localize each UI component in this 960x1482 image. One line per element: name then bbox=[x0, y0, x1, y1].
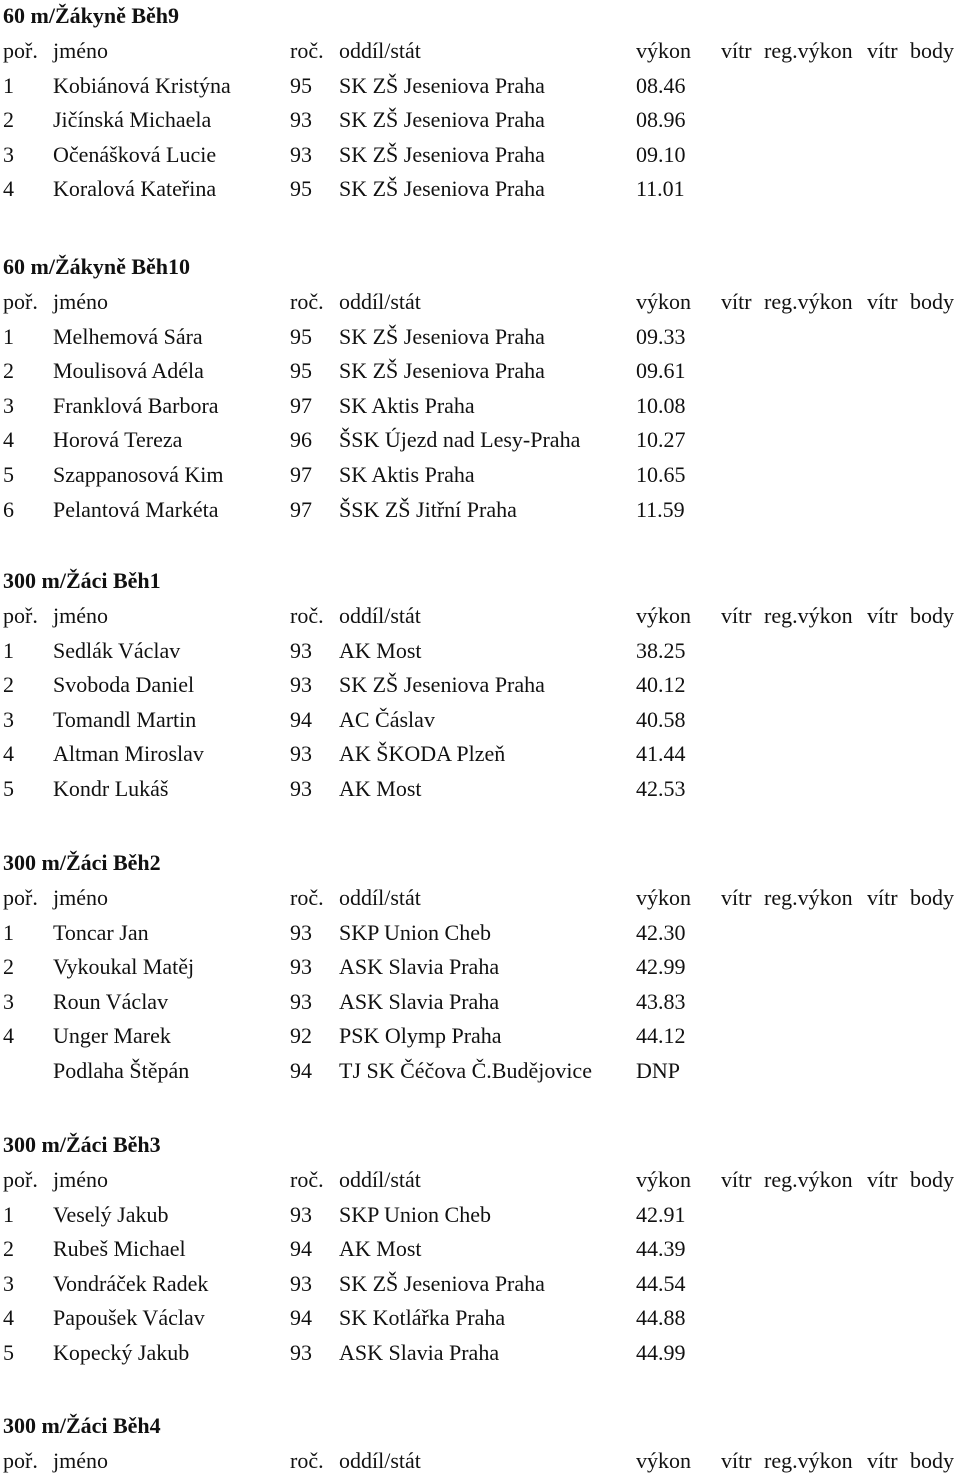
table-header-row bbox=[0, 1167, 960, 1201]
row-performance: 42.53 bbox=[636, 776, 686, 801]
header-points: body bbox=[910, 289, 954, 314]
header-wind: vítr bbox=[721, 885, 752, 910]
row-year: 93 bbox=[290, 1340, 312, 1365]
row-year: 93 bbox=[290, 988, 312, 1014]
row-year: 94 bbox=[290, 1305, 312, 1331]
table-row bbox=[0, 142, 960, 176]
row-year: 93 bbox=[290, 107, 312, 133]
header-reg-performance: reg.výkon bbox=[764, 1448, 853, 1473]
row-year: 93 bbox=[290, 672, 312, 698]
header-reg-wind: vítr bbox=[867, 603, 898, 628]
row-performance: 41.44 bbox=[636, 741, 686, 767]
row-rank: 4 bbox=[3, 1023, 14, 1049]
row-year: 94 bbox=[290, 1236, 312, 1262]
row-name: Sedlák Václav bbox=[53, 637, 181, 663]
header-rank: poř. bbox=[3, 603, 38, 628]
row-name: Koralová Kateřina bbox=[53, 176, 217, 202]
row-name: Toncar Jan bbox=[53, 919, 149, 945]
row-year: 92 bbox=[290, 1023, 312, 1049]
row-rank: 2 bbox=[3, 954, 14, 980]
header-performance: výkon bbox=[636, 885, 691, 910]
row-rank: 1 bbox=[3, 637, 14, 663]
row-year: 95 bbox=[290, 323, 312, 349]
row-rank: 3 bbox=[3, 706, 14, 732]
row-rank: 2 bbox=[3, 1236, 14, 1262]
header-club: oddíl/stát bbox=[339, 289, 421, 314]
table-row bbox=[0, 776, 960, 810]
table-row bbox=[0, 393, 960, 427]
header-name: jméno bbox=[53, 603, 108, 628]
header-performance: výkon bbox=[636, 603, 691, 628]
table-row bbox=[0, 1023, 960, 1057]
header-year: roč. bbox=[290, 885, 324, 910]
row-name: Altman Miroslav bbox=[53, 741, 204, 767]
row-club: SK ZŠ Jeseniova Praha bbox=[339, 1270, 545, 1296]
row-performance: 38.25 bbox=[636, 637, 686, 663]
header-reg-wind: vítr bbox=[867, 885, 898, 910]
header-performance: výkon bbox=[636, 1167, 691, 1192]
header-rank: poř. bbox=[3, 289, 38, 314]
row-performance: 44.99 bbox=[636, 1340, 686, 1365]
row-name: Horová Tereza bbox=[53, 427, 183, 453]
row-year: 94 bbox=[290, 1058, 312, 1083]
row-performance: 42.99 bbox=[636, 954, 686, 980]
header-points: body bbox=[910, 603, 954, 628]
row-year: 93 bbox=[290, 954, 312, 980]
header-club: oddíl/stát bbox=[339, 603, 421, 628]
section-title: 60 m/Žákyně Běh10 bbox=[3, 254, 191, 279]
table-row bbox=[0, 1305, 960, 1339]
row-name: Kobiánová Kristýna bbox=[53, 72, 231, 98]
table-header-row bbox=[0, 289, 960, 323]
table-row bbox=[0, 73, 960, 107]
row-performance: 42.91 bbox=[636, 1201, 686, 1227]
row-rank: 1 bbox=[3, 919, 14, 945]
row-name: Moulisová Adéla bbox=[53, 358, 204, 384]
row-name: Kopecký Jakub bbox=[53, 1340, 190, 1365]
table-header-row bbox=[0, 885, 960, 919]
row-rank: 5 bbox=[3, 462, 14, 487]
header-year: roč. bbox=[290, 289, 324, 314]
header-points: body bbox=[910, 38, 954, 63]
row-name: Veselý Jakub bbox=[53, 1201, 169, 1227]
row-club: SK ZŠ Jeseniova Praha bbox=[339, 72, 545, 98]
row-year: 97 bbox=[290, 462, 312, 487]
section-title: 300 m/Žáci Běh3 bbox=[3, 1132, 161, 1157]
header-points: body bbox=[910, 1167, 954, 1192]
row-name: Rubeš Michael bbox=[53, 1236, 186, 1262]
row-name: Svoboda Daniel bbox=[53, 672, 195, 698]
row-performance: 42.30 bbox=[636, 919, 686, 945]
row-name: Papoušek Václav bbox=[53, 1305, 205, 1331]
header-reg-wind: vítr bbox=[867, 289, 898, 314]
row-club: TJ SK Čéčova Č.Budějovice bbox=[339, 1058, 592, 1083]
table-row bbox=[0, 324, 960, 358]
row-year: 95 bbox=[290, 72, 312, 98]
section-title: 300 m/Žáci Běh4 bbox=[3, 1413, 161, 1438]
row-year: 95 bbox=[290, 358, 312, 384]
row-rank: 1 bbox=[3, 323, 14, 349]
row-club: SKP Union Cheb bbox=[339, 919, 491, 945]
header-year: roč. bbox=[290, 603, 324, 628]
row-club: SK ZŠ Jeseniova Praha bbox=[339, 323, 545, 349]
row-performance: 43.83 bbox=[636, 988, 686, 1014]
row-rank: 2 bbox=[3, 107, 14, 133]
row-name: Podlaha Štěpán bbox=[53, 1058, 190, 1083]
row-rank: 3 bbox=[3, 392, 14, 418]
row-year: 93 bbox=[290, 776, 312, 801]
header-club: oddíl/stát bbox=[339, 1167, 421, 1192]
row-year: 96 bbox=[290, 427, 312, 453]
row-club: SK ZŠ Jeseniova Praha bbox=[339, 141, 545, 167]
row-performance: DNP bbox=[636, 1058, 681, 1083]
header-reg-wind: vítr bbox=[867, 38, 898, 63]
row-club: SK ZŠ Jeseniova Praha bbox=[339, 107, 545, 133]
row-name: Očenášková Lucie bbox=[53, 141, 217, 167]
header-rank: poř. bbox=[3, 1167, 38, 1192]
header-wind: vítr bbox=[721, 603, 752, 628]
row-name: Unger Marek bbox=[53, 1023, 171, 1049]
header-name: jméno bbox=[53, 1448, 108, 1473]
row-performance: 08.96 bbox=[636, 107, 686, 133]
header-rank: poř. bbox=[3, 885, 38, 910]
row-performance: 44.54 bbox=[636, 1270, 686, 1296]
row-club: SK ZŠ Jeseniova Praha bbox=[339, 176, 545, 202]
row-year: 93 bbox=[290, 141, 312, 167]
header-reg-performance: reg.výkon bbox=[764, 885, 853, 910]
row-name: Jičínská Michaela bbox=[53, 107, 212, 133]
row-name: Franklová Barbora bbox=[53, 392, 219, 418]
header-year: roč. bbox=[290, 38, 324, 63]
header-name: jméno bbox=[53, 38, 108, 63]
row-year: 95 bbox=[290, 176, 312, 202]
row-club: AK Most bbox=[339, 1236, 422, 1262]
row-rank: 1 bbox=[3, 72, 14, 98]
section-title: 300 m/Žáci Běh2 bbox=[3, 850, 161, 875]
row-name: Vondráček Radek bbox=[53, 1270, 209, 1296]
row-rank: 4 bbox=[3, 741, 14, 767]
table-row bbox=[0, 954, 960, 988]
header-wind: vítr bbox=[721, 289, 752, 314]
row-club: PSK Olymp Praha bbox=[339, 1023, 502, 1049]
row-club: AK Most bbox=[339, 637, 422, 663]
row-club: ŠSK ZŠ Jitřní Praha bbox=[339, 496, 517, 522]
table-row bbox=[0, 358, 960, 392]
row-performance: 10.08 bbox=[636, 392, 686, 418]
row-club: ASK Slavia Praha bbox=[339, 1340, 500, 1365]
section-title: 300 m/Žáci Běh1 bbox=[3, 568, 161, 593]
row-name: Kondr Lukáš bbox=[53, 776, 169, 801]
table-header-row bbox=[0, 38, 960, 72]
header-performance: výkon bbox=[636, 1448, 691, 1473]
table-row bbox=[0, 707, 960, 741]
header-wind: vítr bbox=[721, 1167, 752, 1192]
header-points: body bbox=[910, 1448, 954, 1473]
header-reg-performance: reg.výkon bbox=[764, 289, 853, 314]
row-club: SK ZŠ Jeseniova Praha bbox=[339, 358, 545, 384]
row-rank: 1 bbox=[3, 1201, 14, 1227]
row-performance: 09.10 bbox=[636, 141, 686, 167]
row-year: 93 bbox=[290, 637, 312, 663]
table-row bbox=[0, 989, 960, 1023]
row-rank: 4 bbox=[3, 1305, 14, 1331]
row-performance: 44.88 bbox=[636, 1305, 686, 1331]
row-year: 97 bbox=[290, 392, 312, 418]
header-reg-wind: vítr bbox=[867, 1448, 898, 1473]
header-rank: poř. bbox=[3, 38, 38, 63]
row-performance: 44.12 bbox=[636, 1023, 686, 1049]
row-name: Melhemová Sára bbox=[53, 323, 203, 349]
row-name: Pelantová Markéta bbox=[53, 496, 219, 522]
row-rank: 2 bbox=[3, 672, 14, 698]
row-club: SKP Union Cheb bbox=[339, 1201, 491, 1227]
row-club: ASK Slavia Praha bbox=[339, 954, 500, 980]
header-reg-wind: vítr bbox=[867, 1167, 898, 1192]
table-row bbox=[0, 741, 960, 775]
row-rank: 3 bbox=[3, 988, 14, 1014]
header-name: jméno bbox=[53, 289, 108, 314]
row-year: 93 bbox=[290, 1201, 312, 1227]
row-club: SK Aktis Praha bbox=[339, 462, 475, 487]
row-performance: 11.01 bbox=[636, 176, 685, 202]
header-performance: výkon bbox=[636, 289, 691, 314]
row-performance: 40.12 bbox=[636, 672, 686, 698]
row-year: 94 bbox=[290, 706, 312, 732]
row-club: ASK Slavia Praha bbox=[339, 988, 500, 1014]
row-club: AK ŠKODA Plzeň bbox=[339, 741, 506, 767]
row-club: AK Most bbox=[339, 776, 422, 801]
table-row bbox=[0, 176, 960, 210]
header-rank: poř. bbox=[3, 1448, 38, 1473]
row-rank: 3 bbox=[3, 141, 14, 167]
row-performance: 10.65 bbox=[636, 462, 686, 487]
table-row bbox=[0, 462, 960, 496]
header-points: body bbox=[910, 885, 954, 910]
row-performance: 08.46 bbox=[636, 72, 686, 98]
header-reg-performance: reg.výkon bbox=[764, 603, 853, 628]
row-name: Szappanosová Kim bbox=[53, 462, 224, 487]
header-year: roč. bbox=[290, 1448, 324, 1473]
row-rank: 6 bbox=[3, 496, 14, 522]
row-club: SK Aktis Praha bbox=[339, 392, 475, 418]
table-row bbox=[0, 1202, 960, 1236]
table-row bbox=[0, 427, 960, 461]
row-club: SK Kotlářka Praha bbox=[339, 1305, 506, 1331]
header-reg-performance: reg.výkon bbox=[764, 1167, 853, 1192]
section-title: 60 m/Žákyně Běh9 bbox=[3, 3, 180, 28]
table-row bbox=[0, 107, 960, 141]
row-performance: 09.33 bbox=[636, 323, 686, 349]
row-rank: 2 bbox=[3, 358, 14, 384]
header-performance: výkon bbox=[636, 38, 691, 63]
row-rank: 4 bbox=[3, 176, 14, 202]
row-performance: 09.61 bbox=[636, 358, 686, 384]
header-club: oddíl/stát bbox=[339, 1448, 421, 1473]
table-row bbox=[0, 1340, 960, 1374]
row-name: Tomandl Martin bbox=[53, 706, 197, 732]
header-wind: vítr bbox=[721, 38, 752, 63]
row-rank: 4 bbox=[3, 427, 14, 453]
table-row bbox=[0, 1236, 960, 1270]
row-club: AC Čáslav bbox=[339, 706, 435, 732]
row-rank: 5 bbox=[3, 1340, 14, 1365]
header-club: oddíl/stát bbox=[339, 38, 421, 63]
row-year: 97 bbox=[290, 496, 312, 522]
header-wind: vítr bbox=[721, 1448, 752, 1473]
row-performance: 44.39 bbox=[636, 1236, 686, 1262]
row-name: Roun Václav bbox=[53, 988, 169, 1014]
table-header-row bbox=[0, 1448, 960, 1482]
row-year: 93 bbox=[290, 1270, 312, 1296]
row-rank: 5 bbox=[3, 776, 14, 801]
table-row bbox=[0, 1058, 960, 1092]
row-year: 93 bbox=[290, 919, 312, 945]
header-year: roč. bbox=[290, 1167, 324, 1192]
row-performance: 10.27 bbox=[636, 427, 686, 453]
header-name: jméno bbox=[53, 1167, 108, 1192]
table-row bbox=[0, 1271, 960, 1305]
row-performance: 11.59 bbox=[636, 496, 685, 522]
table-header-row bbox=[0, 603, 960, 637]
row-club: SK ZŠ Jeseniova Praha bbox=[339, 672, 545, 698]
row-name: Vykoukal Matěj bbox=[53, 954, 195, 980]
table-row bbox=[0, 638, 960, 672]
header-club: oddíl/stát bbox=[339, 885, 421, 910]
header-reg-performance: reg.výkon bbox=[764, 38, 853, 63]
row-performance: 40.58 bbox=[636, 706, 686, 732]
row-club: ŠSK Újezd nad Lesy-Praha bbox=[339, 427, 581, 453]
table-row bbox=[0, 920, 960, 954]
table-row bbox=[0, 497, 960, 531]
header-name: jméno bbox=[53, 885, 108, 910]
row-rank: 3 bbox=[3, 1270, 14, 1296]
table-row bbox=[0, 672, 960, 706]
row-year: 93 bbox=[290, 741, 312, 767]
